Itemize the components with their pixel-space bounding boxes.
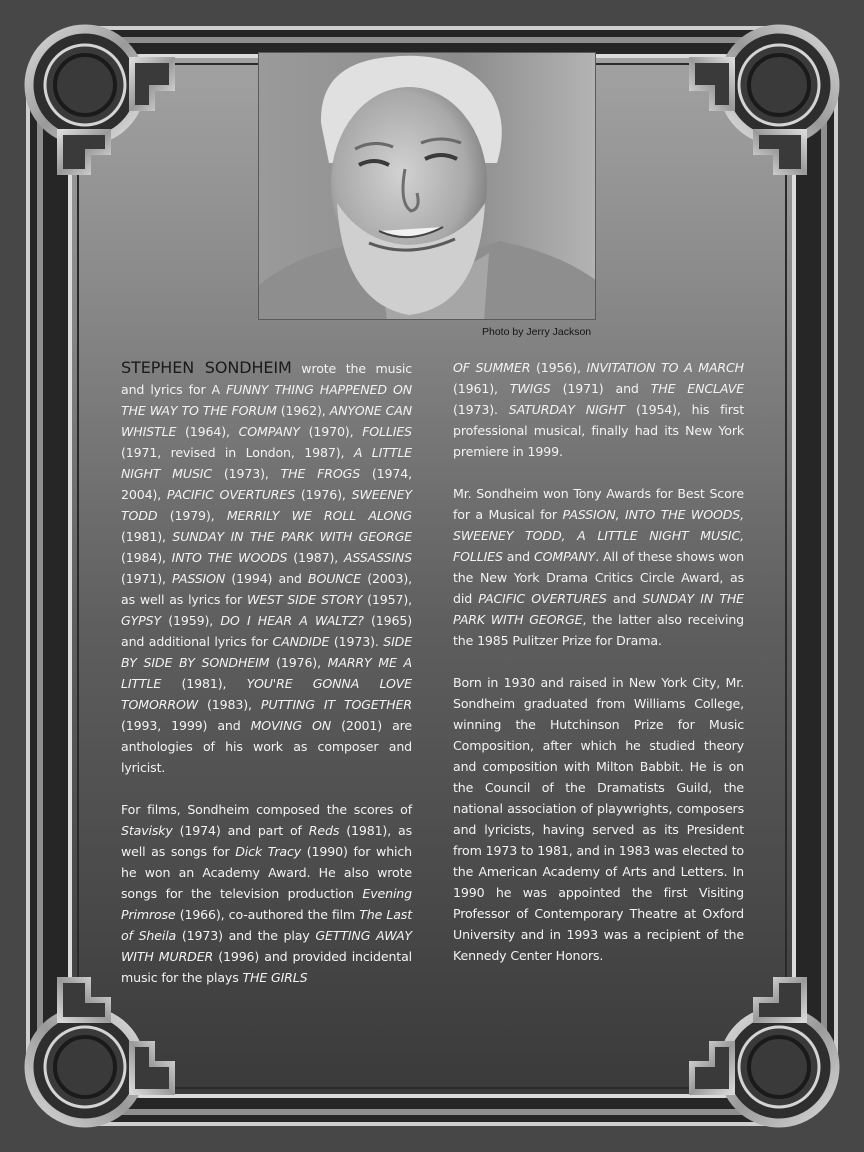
work-title: ASSASSINS — [343, 550, 412, 565]
text-run: (1979), — [157, 508, 227, 523]
text-run: wrote the music and lyrics for A — [121, 361, 412, 397]
work-title: SIDE BY SIDE BY SONDHEIM — [121, 634, 412, 670]
text-run: (1993, 1999) and — [121, 718, 251, 733]
work-title: BOUNCE — [307, 571, 361, 586]
text-run: (1983), — [198, 697, 261, 712]
text-run: (1957), — [362, 592, 413, 607]
work-title: CANDIDE — [272, 634, 330, 649]
work-title: THE ENCLAVE — [650, 381, 745, 396]
text-run: (1966), co-authored the film — [175, 907, 360, 922]
text-run: (1974, 2004), — [121, 466, 412, 502]
text-run: (1965) and additional lyrics for — [121, 613, 412, 649]
bio-paragraph — [453, 357, 744, 462]
work-title: MERRILY WE ROLL ALONG — [226, 508, 412, 523]
text-run: (1961), — [453, 381, 510, 396]
work-title: INTO THE WOODS — [171, 550, 288, 565]
bio-paragraph — [121, 357, 412, 778]
text-run: (1954), his first professional musical, finally had its New York premiere in 1999. — [453, 402, 745, 459]
work-title: SUNDAY IN THE PARK WITH GEORGE — [453, 591, 744, 627]
work-title: DO I HEAR A WALTZ? — [220, 613, 364, 628]
text-run: (1959), — [160, 613, 221, 628]
text-run: (1987), — [287, 550, 344, 565]
work-title: INVITATION TO A MARCH — [586, 360, 744, 375]
text-run: (1990) for which he won an Academy Award. He also wrote songs for the television production — [121, 844, 412, 901]
portrait-photo — [258, 52, 596, 320]
work-title: Evening Primrose — [121, 886, 412, 922]
work-title: FUNNY THING HAPPENED ON THE WAY TO THE FORUM — [121, 382, 412, 418]
work-title: FOLLIES — [362, 424, 412, 439]
bio-column-right — [453, 360, 745, 987]
work-title: The Last of Sheila — [121, 907, 412, 943]
text-run: (1973) and the play — [176, 928, 316, 943]
work-title: COMPANY — [533, 549, 596, 564]
work-title: PUTTING IT TOGETHER — [260, 697, 412, 712]
work-title: Dick Tracy — [235, 844, 302, 859]
subject-name: STEPHEN SONDHEIM — [121, 358, 292, 377]
work-title: WEST SIDE STORY — [246, 592, 363, 607]
work-title: SWEENEY TODD — [121, 487, 412, 523]
text-run: (1971), — [121, 571, 173, 586]
work-title: Stavisky — [121, 823, 173, 838]
text-run: (1973). — [329, 634, 384, 649]
work-title: PASSION, INTO THE WOODS, SWEENEY TODD, A LITTLE NIGHT MUSIC, FOLLIES — [453, 507, 744, 564]
photo-credit: Photo by Jerry Jackson — [482, 326, 592, 338]
work-title: MARRY ME A LITTLE — [121, 655, 412, 691]
work-title: PASSION — [172, 571, 226, 586]
work-title: THE FROGS — [280, 466, 361, 481]
work-title: GYPSY — [121, 613, 161, 628]
work-title: MOVING ON — [250, 718, 332, 733]
work-title: PACIFIC OVERTURES — [478, 591, 607, 606]
text-run: (1981), — [161, 676, 247, 691]
text-run: Mr. Sondheim won Tony Awards for Best Score for a Musical for — [453, 486, 744, 522]
work-title: Reds — [308, 823, 340, 838]
work-title: GETTING AWAY WITH MURDER — [121, 928, 412, 964]
bio-paragraph — [121, 799, 412, 988]
text-run: (1981), — [121, 529, 173, 544]
text-run: For films, Sondheim composed the scores of — [121, 802, 412, 817]
work-title: YOU'RE GONNA LOVE TOMORROW — [121, 676, 412, 712]
text-run: (1962), — [276, 403, 330, 418]
text-run: (1971) and — [550, 381, 651, 396]
work-title: PACIFIC OVERTURES — [166, 487, 296, 502]
text-run: , the latter also receiving the 1985 Pulitzer Prize for Drama. — [453, 612, 744, 648]
text-run: (1956), — [530, 360, 587, 375]
work-title: COMPANY — [238, 424, 300, 439]
text-run: . All of these shows won the New York Drama Critics Circle Award, as did — [453, 549, 744, 606]
text-run: (1981), as well as songs for — [121, 823, 412, 859]
work-title: SUNDAY IN THE PARK WITH GEORGE — [172, 529, 412, 544]
text-run: (1974) and part of — [172, 823, 309, 838]
text-run: (2001) are anthologies of his work as composer and lyricist. — [121, 718, 412, 775]
bio-column-left — [121, 357, 412, 1009]
text-run: (1973). — [453, 402, 509, 417]
text-run: Born in 1930 and raised in New York City, Mr. Sondheim graduated from Williams College, winning the Hutchinson Prize for Music Composition, after which he studied theory and composition with Milton Babbit. He is on the Council of the Dramatists Guild, the national association of playwrights, composers and lyricists, having served as its President from 1973 to 1981, and in 1983 was elected to the American Academy of Arts and Letters. In 1990 he was appointed the first Visiting Professor of Contemporary Theatre at Oxford University and in 1993 was a recipient of the Kennedy Center Honors. — [453, 675, 744, 963]
text-run: (1973), — [212, 466, 281, 481]
bio-paragraph — [453, 672, 744, 966]
work-title: SATURDAY NIGHT — [508, 402, 626, 417]
text-run: (1971, revised in London, 1987), — [121, 445, 354, 460]
text-run: (1994) and — [225, 571, 308, 586]
work-title: ANYONE CAN WHISTLE — [121, 403, 412, 439]
work-title: A LITTLE NIGHT MUSIC — [121, 445, 412, 481]
text-run: (1964), — [176, 424, 239, 439]
text-run: (1970), — [299, 424, 363, 439]
bio-paragraph — [453, 483, 744, 651]
work-title: OF SUMMER — [453, 360, 531, 375]
text-run: (1996) and provided incidental music for the plays — [121, 949, 412, 985]
text-run: and — [502, 549, 534, 564]
text-run: (1976), — [295, 487, 352, 502]
text-run: (1984), — [121, 550, 172, 565]
work-title: THE GIRLS — [242, 970, 308, 985]
text-run: and — [606, 591, 643, 606]
work-title: TWIGS — [509, 381, 551, 396]
text-run: (2003), as well as lyrics for — [121, 571, 413, 607]
text-run: (1976), — [269, 655, 328, 670]
